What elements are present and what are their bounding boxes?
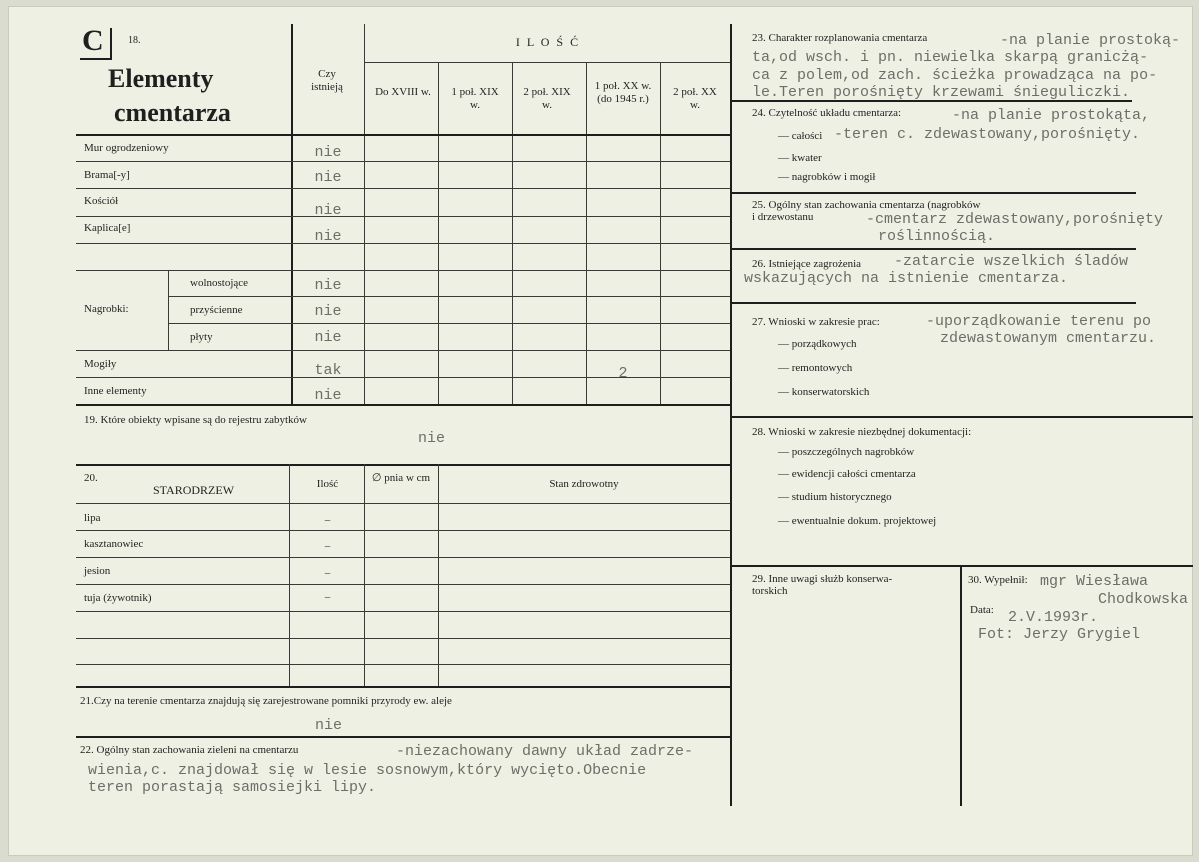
rule (76, 584, 730, 585)
rule (76, 736, 730, 738)
rule (76, 161, 730, 162)
row-label-wall-mounted: przyścienne (190, 304, 243, 316)
row-exists-wall: nie (314, 144, 342, 161)
q20-col-health: Stan zdrowotny (549, 478, 619, 490)
rule (291, 24, 293, 404)
tree-name-4: tuja (żywotnik) (84, 592, 152, 604)
q22-answer-3: teren porastają samosiejki lipy. (88, 779, 377, 796)
q24-whole-label: — całości (778, 130, 823, 142)
q29-label-1: 29. Inne uwagi służb konserwa- (752, 573, 893, 585)
row-exists-graves: tak (314, 362, 342, 379)
rule (289, 464, 290, 686)
q26-answer-2: wskazujących na istnienie cmentarza. (744, 270, 1069, 287)
period-col-2: 1 poł. XIX w. (451, 86, 499, 111)
rule (76, 134, 730, 136)
rule (76, 530, 730, 531)
rule (732, 416, 1193, 418)
q20-col-qty: Ilość (316, 478, 339, 490)
q24-graves-label: — nagrobków i mogił (778, 171, 876, 183)
rule (438, 62, 439, 404)
q24-label: 24. Czytelność układu cmentarza: (752, 107, 902, 119)
q27-answer-2: zdewastowanym cmentarzu. (940, 330, 1157, 347)
rule (76, 377, 730, 378)
rule (364, 464, 365, 686)
rule (76, 664, 730, 665)
row-label-other: Inne elementy (84, 385, 147, 397)
row-label-wall: Mur ogrodzeniowy (84, 142, 169, 154)
rule (168, 270, 169, 350)
q20-number: 20. (84, 472, 98, 484)
q25-answer-1: -cmentarz zdewastowany,porośnięty (866, 211, 1164, 228)
q27-item-3: — konserwatorskich (778, 386, 870, 398)
q30-date-label: Data: (970, 604, 994, 616)
row-exists-church: nie (314, 202, 342, 219)
q23-answer-1: -na planie prostoką- (1000, 32, 1181, 49)
rule (76, 243, 730, 244)
q27-label: 27. Wnioski w zakresie prac: (752, 316, 880, 328)
tree-name-2: kasztanowiec (84, 538, 144, 550)
q30-photo: Fot: Jerzy Grygiel (978, 626, 1141, 643)
q19-label: 19. Które obiekty wpisane są do rejestru zabytków (84, 414, 307, 426)
row-exists-chapel: nie (314, 228, 342, 245)
row-label-slabs: płyty (190, 331, 213, 343)
q30-filled-by-2: Chodkowska (1098, 591, 1189, 608)
row-label-graves: Mogiły (84, 358, 117, 370)
q22-label: 22. Ogólny stan zachowania zieleni na cmentarzu (80, 744, 299, 756)
tree-name-3: jesion (84, 565, 111, 577)
rule (76, 557, 730, 558)
q24-answer-1: -na planie prostokąta, (952, 107, 1151, 124)
q28-item-4: — ewentualnie dokum. projektowej (778, 515, 937, 527)
q25-answer-2: roślinnością. (878, 228, 996, 245)
row-count-graves: 2 (618, 365, 628, 382)
rule (512, 62, 513, 404)
rule (732, 248, 1136, 250)
q19-answer: nie (418, 430, 446, 447)
q27-item-1: — porządkowych (778, 338, 857, 350)
rule (730, 24, 732, 806)
rule (76, 686, 730, 688)
q24-answer-2: -teren c. zdewastowany,porośnięty. (834, 126, 1141, 143)
tree-name-1: lipa (84, 512, 101, 524)
tree-qty-2: – (324, 540, 331, 552)
row-label-freestanding: wolnostojące (190, 277, 249, 289)
rule (960, 565, 962, 806)
row-exists-freestanding: nie (314, 277, 342, 294)
q26-answer-1: -zatarcie wszelkich śladów (894, 253, 1129, 270)
rule (732, 565, 1193, 567)
q23-label: 23. Charakter rozplanowania cmentarza (752, 32, 928, 44)
q22-answer-2: wienia,c. znajdował się w lesie sosnowym,który wycięto.Obecnie (88, 762, 647, 779)
q26-label: 26. Istniejące zagrożenia (752, 258, 862, 270)
q28-item-2: — ewidencji całości cmentarza (778, 468, 916, 480)
row-exists-wall-mounted: nie (314, 303, 342, 320)
q23-answer-3: ca z polem,od zach. ścieżka prowadząca na po- (752, 67, 1158, 84)
tree-qty-3: – (324, 567, 331, 579)
period-col-5: 2 poł. XX w. (673, 86, 717, 111)
tombstones-label: Nagrobki: (84, 303, 129, 315)
row-label-church: Kościół (84, 195, 119, 207)
rule (732, 302, 1136, 304)
q30-label: 30. Wypełnił: (968, 574, 1028, 586)
row-exists-other: nie (314, 387, 342, 404)
field-number: 18. (128, 35, 141, 46)
q29-label-2: torskich (752, 585, 788, 597)
row-label-chapel: Kaplica[e] (84, 222, 131, 234)
q25-label-2: i drzewostanu (752, 211, 814, 223)
period-col-4: 1 poł. XX w. (do 1945 r.) (594, 80, 652, 105)
rule (168, 323, 730, 324)
rule (76, 611, 730, 612)
title-line1: Elementy (108, 64, 214, 93)
q25-label-1: 25. Ogólny stan zachowania cmentarza (nagrobków (752, 199, 981, 211)
q30-filled-by-1: mgr Wiesława (1040, 573, 1149, 590)
rule (660, 62, 661, 404)
q28-item-3: — studium historycznego (778, 491, 892, 503)
rule (364, 24, 365, 404)
rule (76, 350, 730, 351)
rule (438, 464, 439, 686)
rule (168, 296, 730, 297)
q21-label: 21.Czy na terenie cmentarza znajdują się zarejestrowane pomniki przyrody ew. aleje (80, 695, 452, 707)
title-line2: cmentarza (114, 98, 231, 127)
rule (76, 404, 730, 406)
q23-answer-4: le.Teren porośnięty krzewami śnieguliczki. (752, 84, 1131, 101)
tree-qty-1: – (324, 514, 331, 526)
quantity-header: I L O Ś Ć (515, 35, 581, 49)
q28-label: 28. Wnioski w zakresie niezbędnej dokumentacji: (752, 426, 972, 438)
row-label-gate: Brama[-y] (84, 169, 130, 181)
rule (76, 188, 730, 189)
q24-quarters-label: — kwater (778, 152, 822, 164)
tree-qty-4: – (324, 591, 331, 603)
q30-date: 2.V.1993r. (1008, 609, 1099, 626)
q23-answer-2: ta,od wsch. i pn. niewielka skarpą granicżą- (752, 49, 1149, 66)
q22-answer-1: -niezachowany dawny układ zadrze- (396, 743, 694, 760)
rule (732, 192, 1136, 194)
rule (732, 100, 1132, 102)
period-col-1: Do XVIII w. (375, 86, 431, 98)
exists-header: Czy istnieją (311, 68, 343, 93)
record-card (8, 6, 1193, 856)
row-exists-gate: nie (314, 169, 342, 186)
card-letter: C (82, 24, 104, 57)
row-exists-slabs: nie (314, 329, 342, 346)
period-col-3: 2 poł. XIX w. (523, 86, 571, 111)
q27-item-2: — remontowych (778, 362, 853, 374)
rule (76, 503, 730, 504)
rule (76, 464, 730, 466)
q27-answer-1: -uporządkowanie terenu po (926, 313, 1152, 330)
q20-col-diam: ∅ pnia w cm (371, 472, 431, 484)
rule (364, 62, 730, 63)
rule (76, 216, 730, 217)
q20-title: STARODRZEW (153, 483, 235, 497)
q21-answer: nie (315, 717, 343, 734)
rule (76, 270, 730, 271)
rule (76, 638, 730, 639)
q28-item-1: — poszczególnych nagrobków (778, 446, 915, 458)
rule (586, 62, 587, 404)
